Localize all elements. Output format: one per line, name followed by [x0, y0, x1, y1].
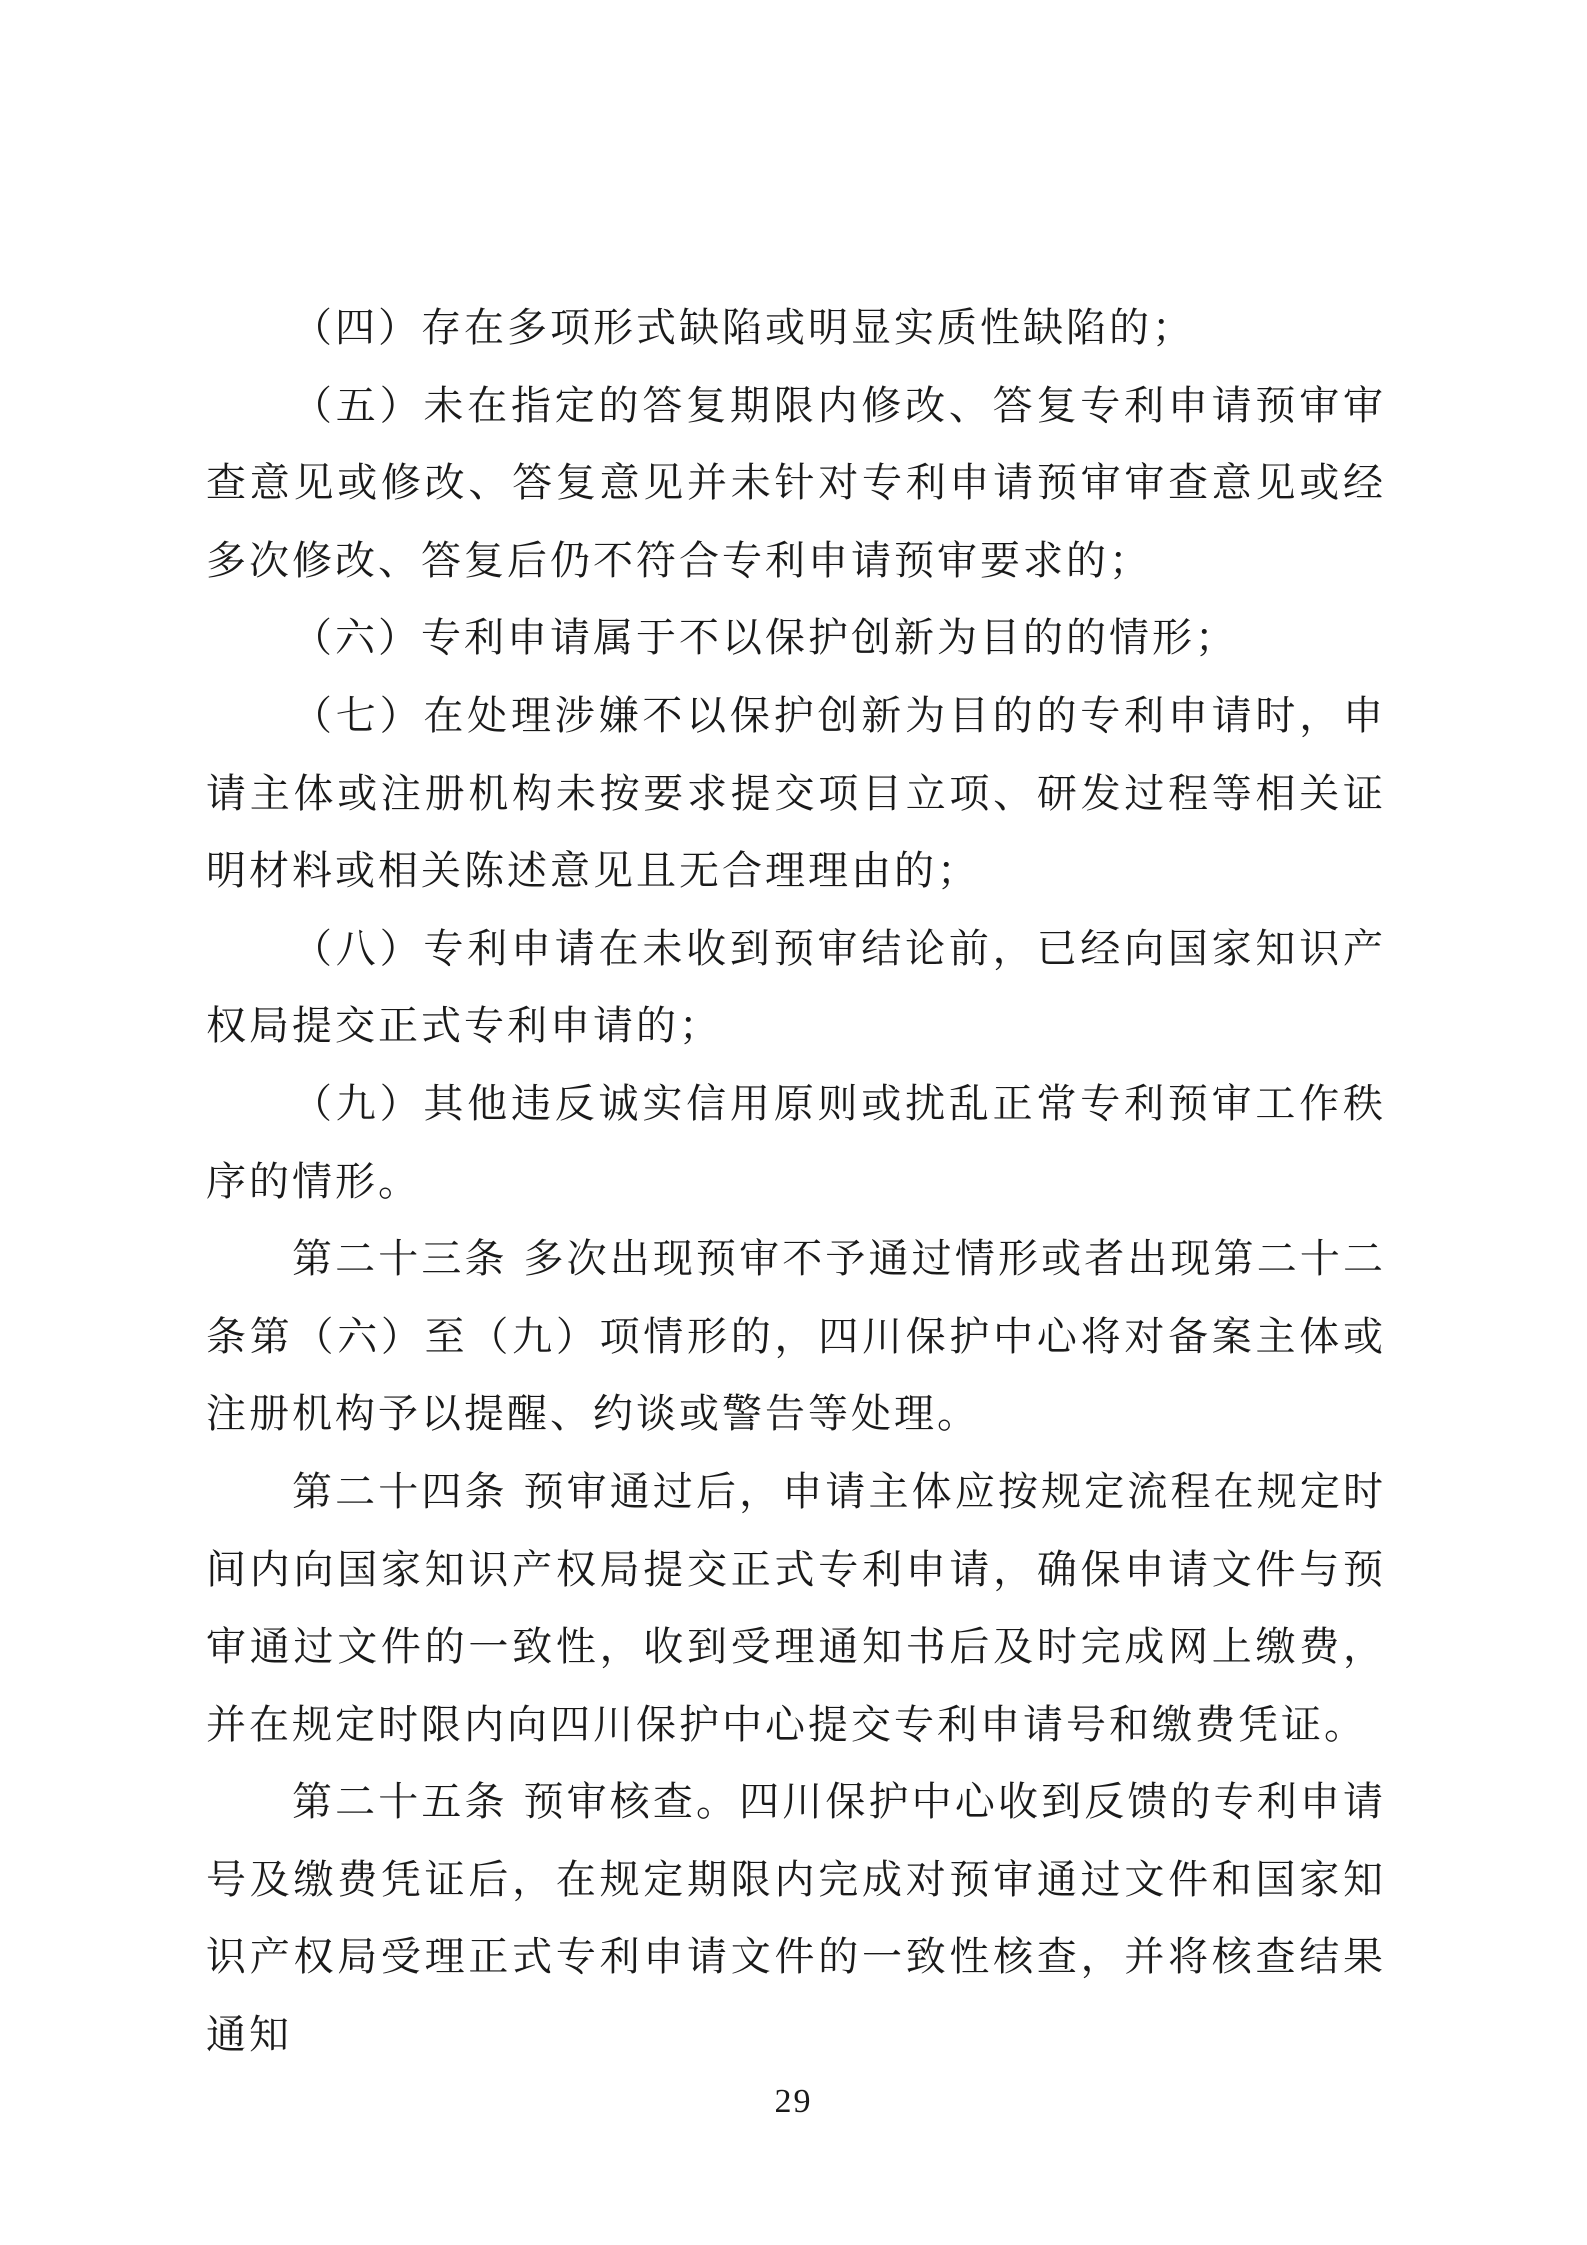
paragraph-article-23: 第二十三条 多次出现预审不予通过情形或者出现第二十二条第（六）至（九）项情形的，四川保护中心将对备案主体或注册机构予以提醒、约谈或警告等处理。: [206, 1236, 1386, 1438]
paragraph-item-6: （六）专利申请属于不以保护创新为目的的情形；: [292, 615, 1238, 662]
page-number: 29: [774, 2083, 813, 2120]
paragraph-article-24: 第二十四条 预审通过后，申请主体应按规定流程在规定时间内向国家知识产权局提交正式专利申请，确保申请文件与预审通过文件的一致性，收到受理通知书后及时完成网上缴费，并在规定时限内向四川保护中心提交专利申请号和缴费凭证。: [206, 1468, 1386, 1748]
paragraph-item-7: （七）在处理涉嫌不以保护创新为目的的专利申请时，申请主体或注册机构未按要求提交项目立项、研发过程等相关证明材料或相关陈述意见且无合理理由的；: [206, 692, 1386, 895]
paragraph-item-4: （四）存在多项形式缺陷或明显实质性缺陷的；: [292, 305, 1195, 351]
paragraph-item-9: （九）其他违反诚实信用原则或扰乱正常专利预审工作秩序的情形。: [206, 1080, 1386, 1205]
paragraph-item-5: （五）未在指定的答复期限内修改、答复专利申请预审审查意见或修改、答复意见并未针对专利申请预审审查意见或经多次修改、答复后仍不符合专利申请预审要求的；: [206, 382, 1386, 584]
paragraph-item-8: （八）专利申请在未收到预审结论前，已经向国家知识产权局提交正式专利申请的；: [206, 925, 1386, 1050]
paragraph-article-25: 第二十五条 预审核查。四川保护中心收到反馈的专利申请号及缴费凭证后，在规定期限内完成对预审通过文件和国家知识产权局受理正式专利申请文件的一致性核查，并将核查结果通知: [206, 1779, 1386, 2059]
document-body: [206, 290, 1386, 2075]
